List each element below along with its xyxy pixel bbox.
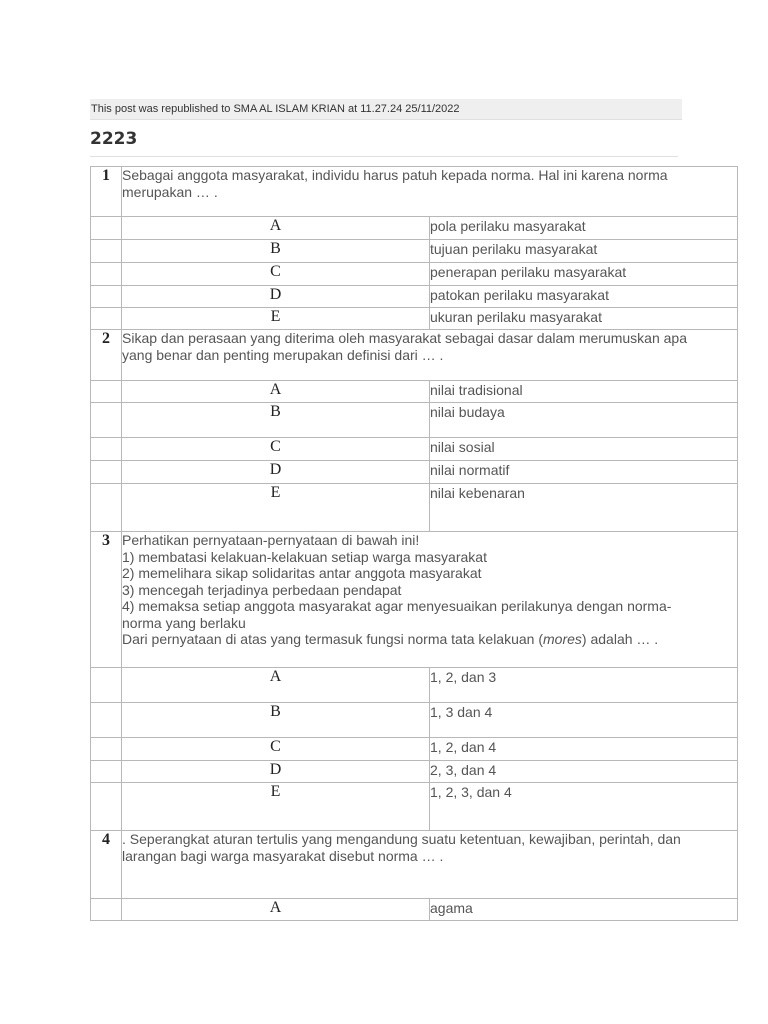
option-text: 1, 2, dan 4 <box>430 738 738 761</box>
option-row <box>91 668 738 703</box>
option-text: tujuan perilaku masyarakat <box>430 240 738 263</box>
option-text: nilai sosial <box>430 438 738 461</box>
question-row <box>91 831 738 899</box>
option-text: nilai kebenaran <box>430 484 738 532</box>
option-letter: C <box>122 438 430 461</box>
question-text <box>122 831 738 899</box>
question-line: Sikap dan perasaan yang diterima oleh masyarakat sebagai dasar dalam merumuskan apa <box>122 330 687 346</box>
question-line: 4) memaksa setiap anggota masyarakat agar menyesuaikan perilakunya dengan norma- <box>122 598 672 614</box>
italic-term: mores <box>543 631 582 647</box>
option-row <box>91 484 738 532</box>
option-letter: B <box>122 403 430 438</box>
option-row <box>91 899 738 921</box>
question-line: norma yang berlaku <box>122 614 246 631</box>
option-row <box>91 286 738 308</box>
option-row <box>91 403 738 438</box>
option-text: 1, 3 dan 4 <box>430 703 738 738</box>
option-text: nilai normatif <box>430 461 738 484</box>
question-text <box>122 532 738 668</box>
option-row <box>91 761 738 783</box>
question-line: 1) membatasi kelakuan-kelakuan setiap warga masyarakat <box>122 548 487 565</box>
option-row <box>91 381 738 403</box>
option-row <box>91 217 738 240</box>
option-row <box>91 783 738 831</box>
question-number: 3 <box>91 532 122 668</box>
option-row <box>91 461 738 484</box>
option-letter: B <box>122 703 430 738</box>
option-text: nilai budaya <box>430 403 738 438</box>
option-text: pola perilaku masyarakat <box>430 217 738 240</box>
question-line: 3) mencegah terjadinya perbedaan pendapat <box>122 581 402 598</box>
question-line: merupakan … . <box>122 183 218 200</box>
option-row <box>91 308 738 330</box>
option-letter: E <box>122 484 430 532</box>
question-line: Perhatikan pernyataan-pernyataan di bawah ini! <box>122 532 420 548</box>
question-row <box>91 167 738 217</box>
question-row <box>91 330 738 381</box>
quiz-table <box>90 166 738 921</box>
option-text: ukuran perilaku masyarakat <box>430 308 738 330</box>
option-letter: D <box>122 286 430 308</box>
option-letter: A <box>122 899 430 921</box>
title-divider <box>90 156 678 157</box>
option-text: 1, 2, dan 3 <box>430 668 738 703</box>
question-text <box>122 167 738 217</box>
question-row <box>91 532 738 668</box>
option-row <box>91 738 738 761</box>
option-row <box>91 240 738 263</box>
question-number: 4 <box>91 831 122 899</box>
option-letter: C <box>122 738 430 761</box>
option-text: nilai tradisional <box>430 381 738 403</box>
option-row <box>91 263 738 286</box>
question-number: 2 <box>91 330 122 381</box>
option-letter: A <box>122 381 430 403</box>
option-text: patokan perilaku masyarakat <box>430 286 738 308</box>
question-line: yang benar dan penting merupakan definisi dari … . <box>122 346 444 363</box>
option-letter: B <box>122 240 430 263</box>
option-letter: D <box>122 761 430 783</box>
option-row <box>91 703 738 738</box>
option-row <box>91 438 738 461</box>
question-text <box>122 330 738 381</box>
question-line: Sebagai anggota masyarakat, individu harus patuh kepada norma. Hal ini karena norma <box>122 167 668 183</box>
option-text: penerapan perilaku masyarakat <box>430 263 738 286</box>
republish-banner: This post was republished to SMA AL ISLAM KRIAN at 11.27.24 25/11/2022 <box>90 99 682 120</box>
page-title: 2223 <box>90 129 138 149</box>
option-text: 2, 3, dan 4 <box>430 761 738 783</box>
option-letter: D <box>122 461 430 484</box>
option-letter: A <box>122 217 430 240</box>
option-letter: A <box>122 668 430 703</box>
option-letter: E <box>122 308 430 330</box>
question-line: 2) memelihara sikap solidaritas antar anggota masyarakat <box>122 565 482 581</box>
question-line: larangan bagi warga masyarakat disebut norma … . <box>122 847 444 864</box>
option-text: 1, 2, 3, dan 4 <box>430 783 738 831</box>
question-line: Dari pernyataan di atas yang termasuk fungsi norma tata kelakuan (mores) adalah … . <box>122 631 659 647</box>
option-text: agama <box>430 899 738 921</box>
option-letter: C <box>122 263 430 286</box>
option-letter: E <box>122 783 430 831</box>
question-number: 1 <box>91 167 122 217</box>
question-line: . Seperangkat aturan tertulis yang mengandung suatu ketentuan, kewajiban, perintah, dan <box>122 831 681 847</box>
